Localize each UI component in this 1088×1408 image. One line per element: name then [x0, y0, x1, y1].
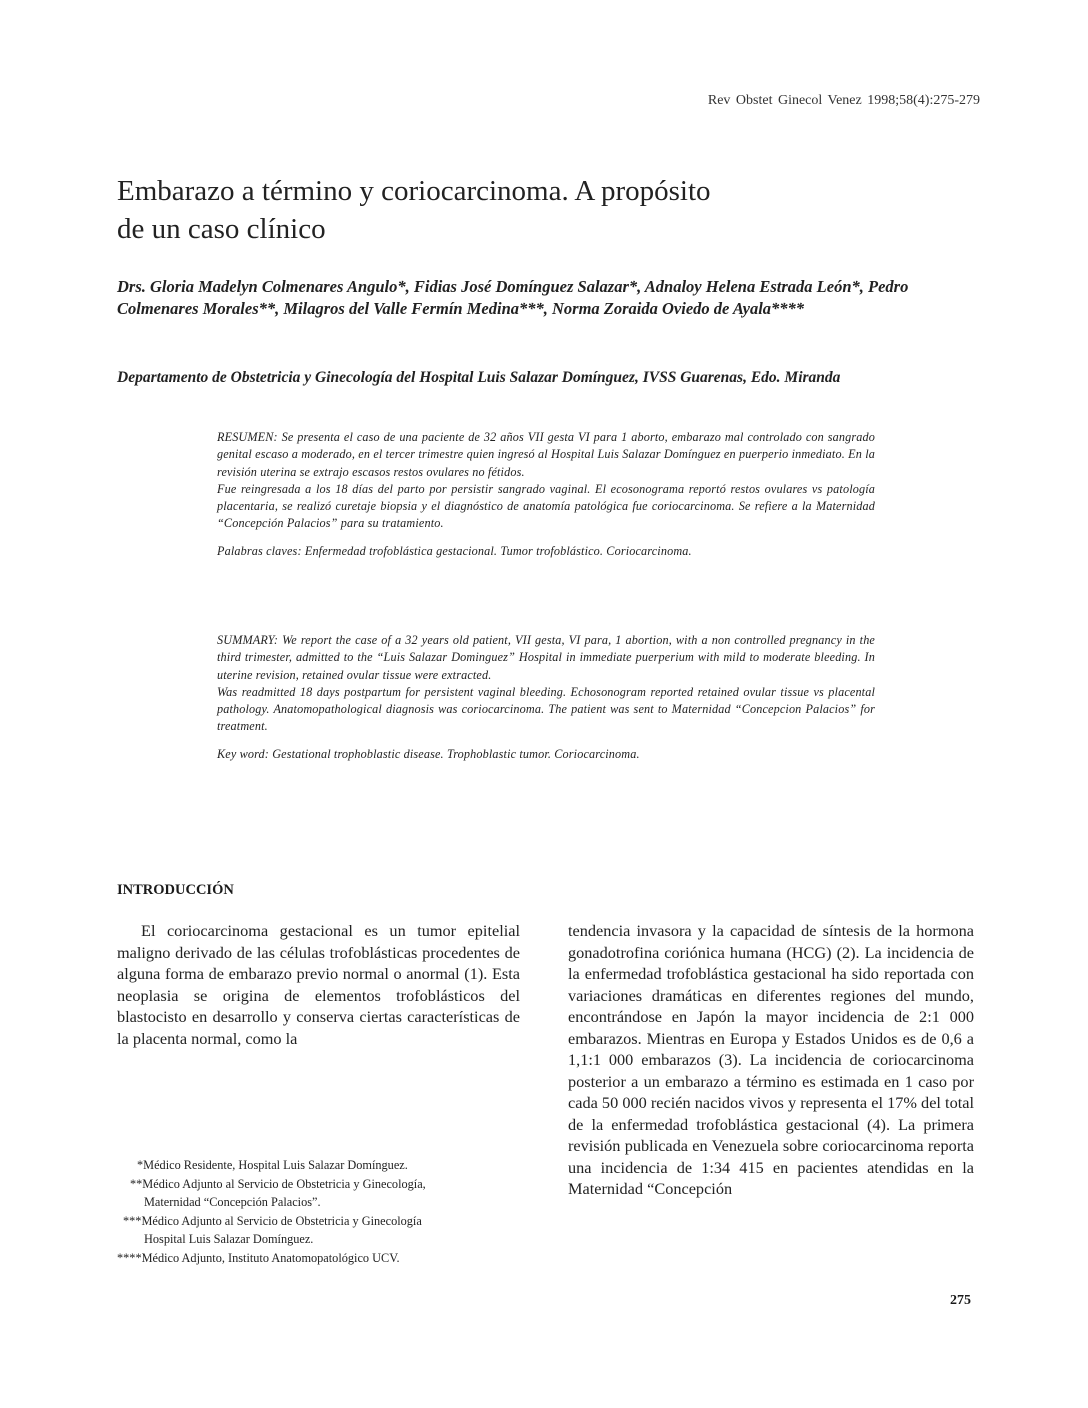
resumen-paragraph-2: Fue reingresada a los 18 días del parto por persistir sangrado vaginal. El ecosonograma reportó restos ovulares vs patología placentaria, se realizó curetaje biopsia y el diagnóstico de anatomía patológica fue coriocarcinoma. Se refiere a la Maternidad “Concepción Palacios” para su tratamiento. [217, 481, 875, 531]
footnote-3-continued: Hospital Luis Salazar Domínguez. [144, 1232, 314, 1247]
footnote-4: ****Médico Adjunto, Instituto Anatomopatológico UCV. [117, 1250, 400, 1265]
resumen-paragraph-1: RESUMEN: Se presenta el caso de una paciente de 32 años VII gesta VI para 1 aborto, embarazo mal controlado con sangrado genital escaso a moderado, en el tercer trimestre quien ingresó al Hospital Luis Salazar Domínguez en puerperio inmediato. En la revisión uterina se extrajo escasos restos ovulares no fétidos. [217, 430, 875, 479]
author-list: Drs. Gloria Madelyn Colmenares Angulo*, Fidias José Domínguez Salazar*, Adnaloy Helena Estrada León*, Pedro Colmenares Morales**, Milagros del Valle Fermín Medina***, Norma Zoraida Oviedo de Ayala**** [117, 277, 909, 318]
summary-abstract [217, 632, 875, 763]
footnotes [117, 1156, 537, 1268]
summary-keywords: Key word: Gestational trophoblastic disease. Trophoblastic tumor. Coriocarcinoma. [217, 746, 640, 761]
intro-paragraph-right: tendencia invasora y la capacidad de síntesis de la hormona gonadotrofina coriónica humana (HCG) (2). La incidencia de la enfermedad trofoblástica gestacional ha sido reportada con variaciones dramáticas en diferentes regiones del mundo, encontrándose en Japón la mayor incidencia de 2:1 000 embarazos. Mientras en Europa y Estados Unidos es de 0,6 a 1,1:1 000 embarazos (3). La incidencia de coriocarcinoma posterior a un embarazo a término es estimada en 1 caso por cada 50 000 recién nacidos vivos y representa el 17% del total de la enfermedad trofoblástica gestacional (4). La primera revisión publicada en Venezuela sobre coriocarcinoma reporta una incidencia de 1:34 415 en pacientes atendidas en la Maternidad “Concepción [568, 921, 974, 1198]
intro-paragraph-left: El coriocarcinoma gestacional es un tumor epitelial maligno derivado de las células trofoblásticas procedentes de alguna forma de embarazo previo normal o anormal (1). Esta neoplasia se origina de elementos trofoblásticos del blastocisto en desarrollo y conserva ciertas características de la placenta normal, como la [117, 921, 520, 1048]
footnote-2: **Médico Adjunto al Servicio de Obstetricia y Ginecología, [130, 1176, 426, 1191]
title-line-1: Embarazo a término y coriocarcinoma. A propósito [117, 175, 711, 207]
article-title [117, 172, 877, 248]
body-column-right [568, 920, 974, 1200]
body-column-left [117, 920, 520, 1049]
affiliation: Departamento de Obstetricia y Ginecología del Hospital Luis Salazar Domínguez, IVSS Guarenas, Edo. Miranda [117, 369, 841, 386]
resumen-keywords: Palabras claves: Enfermedad trofoblástica gestacional. Tumor trofoblástico. Coriocarcinoma. [217, 543, 692, 558]
summary-paragraph-1: SUMMARY: We report the case of a 32 years old patient, VII gesta, VI para, 1 abortion, with a non controlled pregnancy in the third trimester, admitted to the “Luis Salazar Dominguez” Hospital in immediate puerperium with mild to moderate bleeding. In uterine revision, retained ovular tissue were extracted. [217, 633, 875, 682]
resumen-abstract [217, 429, 875, 560]
footnote-1: *Médico Residente, Hospital Luis Salazar Domínguez. [137, 1158, 408, 1172]
section-heading-introduccion: INTRODUCCIÓN [117, 882, 234, 898]
page-number: 275 [950, 1293, 971, 1308]
footnote-2-continued: Maternidad “Concepción Palacios”. [144, 1195, 321, 1210]
title-line-2: de un caso clínico [117, 213, 326, 245]
running-header: Rev Obstet Ginecol Venez 1998;58(4):275-279 [707, 93, 980, 108]
footnote-3: ***Médico Adjunto al Servicio de Obstetricia y Ginecología [123, 1213, 422, 1228]
summary-paragraph-2: Was readmitted 18 days postpartum for persistent vaginal bleeding. Echosonogram reported retained ovular tissue vs placental pathology. Anatomopathological diagnosis was coriocarcinoma. The patient was sent to Maternidad “Concepcion Palacios” for treatment. [217, 684, 875, 734]
